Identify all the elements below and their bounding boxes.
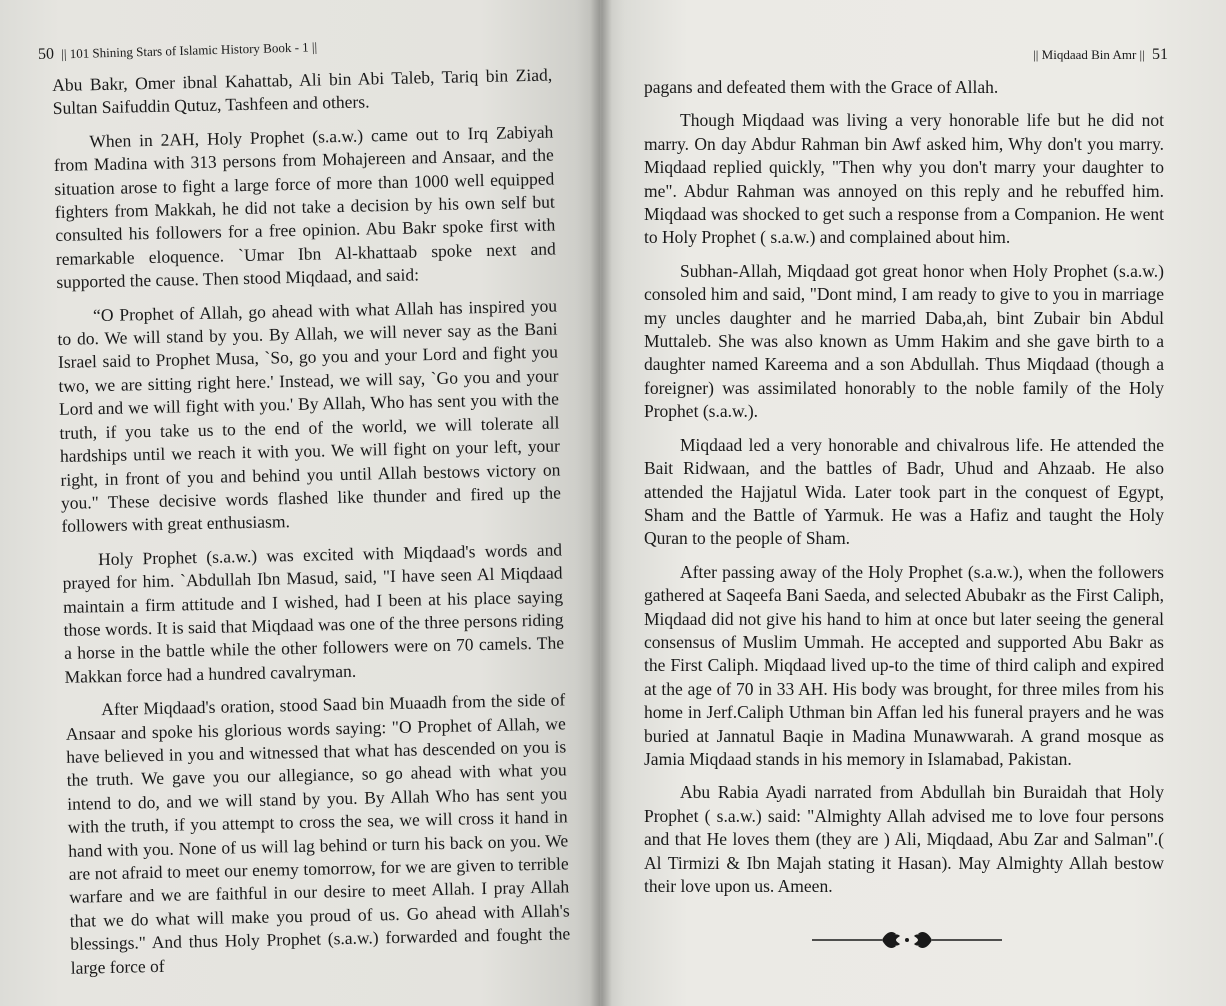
right-body-text — [644, 76, 1164, 908]
left-paragraph: Holy Prophet (s.a.w.) was excited with Miqdaad's words and prayed for him. `Abdullah Ibn Masud, said, "I have seen Al Miqdaad maintain a firm attitude and I wished, had I been at his place saying those words. It is said that Miqdaad was one of the three persons riding a horse in the battle while the other followers were on 70 camels. The Makkan force had a hundred cavalryman. — [62, 539, 565, 687]
left-page-number: 50 — [37, 45, 55, 63]
right-separator-end: || — [1139, 47, 1145, 62]
right-paragraph: Abu Rabia Ayadi narrated from Abdullah bin Buraidah that Holy Prophet ( s.a.w.) said: "Almighty Allah advised me to love four persons and that He loves them (they are ) Ali, Miqdaad, Abu Zar and Salman".( Al Tirmizi & Ibn Majah stating it Hasan). May Almighty Allah bestow their love upon us. Ameen. — [644, 782, 1164, 896]
right-paragraph: Though Miqdaad was living a very honorable life but he did not marry. On day Abdur Rahman bin Awf asked him, Why don't you marry. Miqdaad replied quickly, "Then why you don't marry your daughter to me". Abdur Rahman was annoyed on this reply and he rebuffed him. Miqdaad was shocked to get such a response from a Companion. He went to Holy Prophet ( s.a.w.) and complained about him. — [644, 110, 1164, 248]
right-paragraph: After passing away of the Holy Prophet (s.a.w.), when the followers gathered at Saqeefa Bani Saeda, and selected Abubakr as the First Caliph, Miqdaad did not give his hand to him at once but later seeing the general consensus of Muslim Ummah. He accepted and supported Abu Bakr as the First Caliph. Miqdaad lived up-to the time of third caliph and expired at the age of 70 in 33 AH. His body was brought, for three miles from his home in Jerf.Caliph Uthman bin Affan led his funeral prayers and he was buried at Jannatul Baqie in Madina Munawwarah. A grand mosque as Jamia Miqdaad stands in his memory in Islamabad, Pakistan. — [644, 561, 1164, 769]
left-page — [0, 0, 600, 1006]
left-paragraph: “O Prophet of Allah, go ahead with what Allah has inspired you to do. We will stand by you. By Allah, we will never say as the Bani Israel said to Prophet Musa, `So, go you and your Lord and fight you two, we are sitting right here.' Instead, we will say, `Go you and your Lord and we will fight with you.' By Allah, Who has sent you with the truth, if you take us to the end of the world, we will tolerate all hardships until we reach it with you. We will fight on your left, your right, in front of you and behind you until Allah bestows victory on you." These decisive words flashed like thunder and fired up the followers with great enthusiasm. — [57, 295, 562, 537]
floral-divider-icon — [812, 926, 1002, 954]
right-running-head — [1033, 46, 1168, 64]
left-paragraph: Abu Bakr, Omer ibnal Kahattab, Ali bin Abi Taleb, Tariq bin Ziad, Sultan Saifuddin Qutuz, Tashfeen and others. — [52, 64, 553, 119]
right-separator: || — [1033, 47, 1039, 62]
left-paragraph: When in 2AH, Holy Prophet (s.a.w.) came out to Irq Zabiyah from Madina with 313 persons from Mohajereen and Ansaar, and the situation arose to fight a large force of more than 1000 well equipped fighters from Makkah, he did not take a decision by his own self but consulted his followers for a free opinion. Abu Bakr spoke first with remarkable eloquence. `Umar Ibn Al-khattaab spoke next and supported the cause. Then stood Miqdaad, and said: — [53, 121, 556, 293]
left-body-text — [52, 64, 571, 990]
right-page-number: 51 — [1152, 46, 1168, 63]
right-paragraph: Miqdaad led a very honorable and chivalrous life. He attended the Bait Ridwaan, and the battles of Badr, Uhud and Ahzaab. He also attended the Hajjatul Wida. Later took part in the conquest of Egypt, Sham and the Battle of Yarmuk. He was a Hafiz and taught the Holy Quran to the people of Sham. — [644, 434, 1164, 549]
book-gutter — [590, 0, 612, 1006]
left-paragraph: After Miqdaad's oration, stood Saad bin Muaadh from the side of Ansaar and spoke his glorious words saying: "O Prophet of Allah, we have believed in you and witnessed that what has descended on you is the truth. We gave you our allegiance, so go ahead with what you intend to do, and we will stand by you. By Allah Who has sent you with the truth, if you attempt to cross the sea, we will cross it hand in hand with you. None of us will lag behind or turn his back on you. We are not afraid to meet our enemy tomorrow, for we are given to terrible warfare and we are faithful in our desire to meet Allah. I pray Allah that we do what will make you proud of us. Go ahead with Allah's blessings." And thus Holy Prophet (s.a.w.) forwarded and fought the large force of — [65, 689, 571, 978]
right-paragraph: pagans and defeated them with the Grace of Allah. — [644, 77, 999, 97]
chapter-title: Miqdaad Bin Amr — [1041, 47, 1137, 62]
right-page — [600, 0, 1226, 1006]
left-separator-end: || — [311, 39, 318, 55]
right-paragraph: Subhan-Allah, Miqdaad got great honor when Holy Prophet (s.a.w.) consoled him and said, "Dont mind, I am ready to give to you in marriage my uncles daughter and he married Daba,ah, bint Zubair bin Abdul Muttaleb. She was also known as Umm Hakim and she gave birth to a daughter named Kareema and a son Abdullah. Thus Miqdaad (though a foreigner) was assimilated honorably to the noble family of the Holy Prophet (s.a.w.). — [644, 260, 1164, 422]
left-running-head — [38, 38, 318, 64]
left-separator: || — [61, 46, 67, 62]
book-title: 101 Shining Stars of Islamic History Book - 1 — [69, 39, 309, 62]
